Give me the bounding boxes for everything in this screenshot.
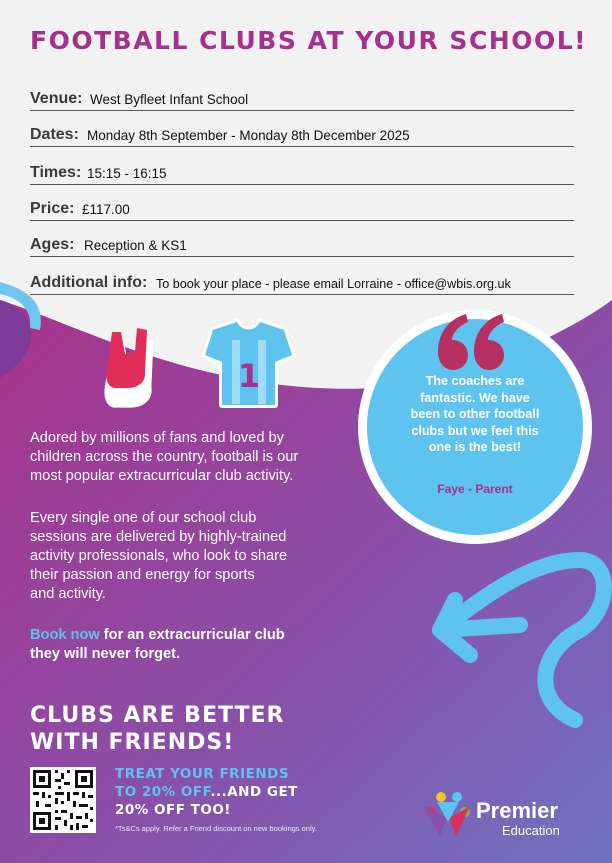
- additional-info-value: To book your place - please email Lorraine - office@wbis.org.uk: [156, 277, 511, 291]
- call-to-action: [30, 626, 350, 664]
- shirt-number: 1: [237, 357, 261, 395]
- brand-subtitle: Education: [502, 823, 560, 838]
- ages-value: Reception & KS1: [84, 238, 187, 253]
- sessions-paragraph: [30, 509, 350, 604]
- times-value: 15:15 - 16:15: [87, 166, 167, 181]
- testimonial-line: The coaches are: [425, 374, 525, 388]
- offer-line2-blue: TO 20% OFF: [115, 784, 211, 800]
- intro-line: children across the country, football is our: [30, 449, 299, 465]
- referral-offer: [115, 765, 298, 819]
- testimonial-line: been to other football: [410, 407, 540, 421]
- testimonial-line: fantastic. We have: [420, 390, 530, 405]
- offer-line3: 20% OFF TOO!: [115, 802, 231, 818]
- cta-text: for an extracurricular club: [99, 627, 285, 643]
- testimonial-line: clubs but we feel this: [411, 423, 539, 438]
- intro-line: most popular extracurricular club activity.: [30, 468, 294, 484]
- brand-name: Premier: [476, 798, 558, 823]
- venue-label: Venue:: [30, 90, 83, 107]
- book-now-link[interactable]: Book now: [30, 627, 100, 643]
- sessions-line: activity professionals, who look to share: [30, 548, 288, 564]
- price-value: £117.00: [82, 202, 130, 217]
- qr-code[interactable]: [30, 767, 96, 833]
- page-title: FOOTBALL CLUBS AT YOUR SCHOOL!: [30, 26, 588, 55]
- terms-note: *Ts&Cs apply. Refer a Friend discount on new bookings only.: [115, 824, 317, 833]
- sessions-line: and activity.: [30, 586, 106, 602]
- offer-line1: TREAT YOUR FRIENDS: [115, 766, 290, 782]
- ages-label: Ages:: [30, 236, 75, 253]
- intro-paragraph: [30, 429, 350, 486]
- offer-line2-white: ...AND GET: [210, 784, 298, 800]
- cta-line2: they will never forget.: [30, 646, 181, 662]
- venue-value: West Byfleet Infant School: [90, 92, 249, 107]
- friends-heading-line: CLUBS ARE BETTER: [30, 703, 285, 728]
- times-label: Times:: [30, 164, 82, 181]
- testimonial-author: Faye - Parent: [437, 482, 513, 496]
- additional-info-label: Additional info:: [30, 274, 148, 291]
- friends-heading-line: WITH FRIENDS!: [30, 730, 235, 755]
- dates-label: Dates:: [30, 126, 79, 143]
- testimonial-text: [397, 373, 553, 456]
- intro-line: Adored by millions of fans and loved by: [30, 430, 284, 446]
- price-label: Price:: [30, 200, 75, 217]
- friends-heading: [30, 702, 284, 756]
- sessions-line: their passion and energy for sports: [30, 567, 255, 583]
- sessions-line: sessions are delivered by highly-trained: [30, 529, 287, 545]
- testimonial-line: one is the best!: [428, 440, 522, 454]
- dates-value: Monday 8th September - Monday 8th December 2025: [87, 128, 410, 143]
- sessions-line: Every single one of our school club: [30, 510, 257, 526]
